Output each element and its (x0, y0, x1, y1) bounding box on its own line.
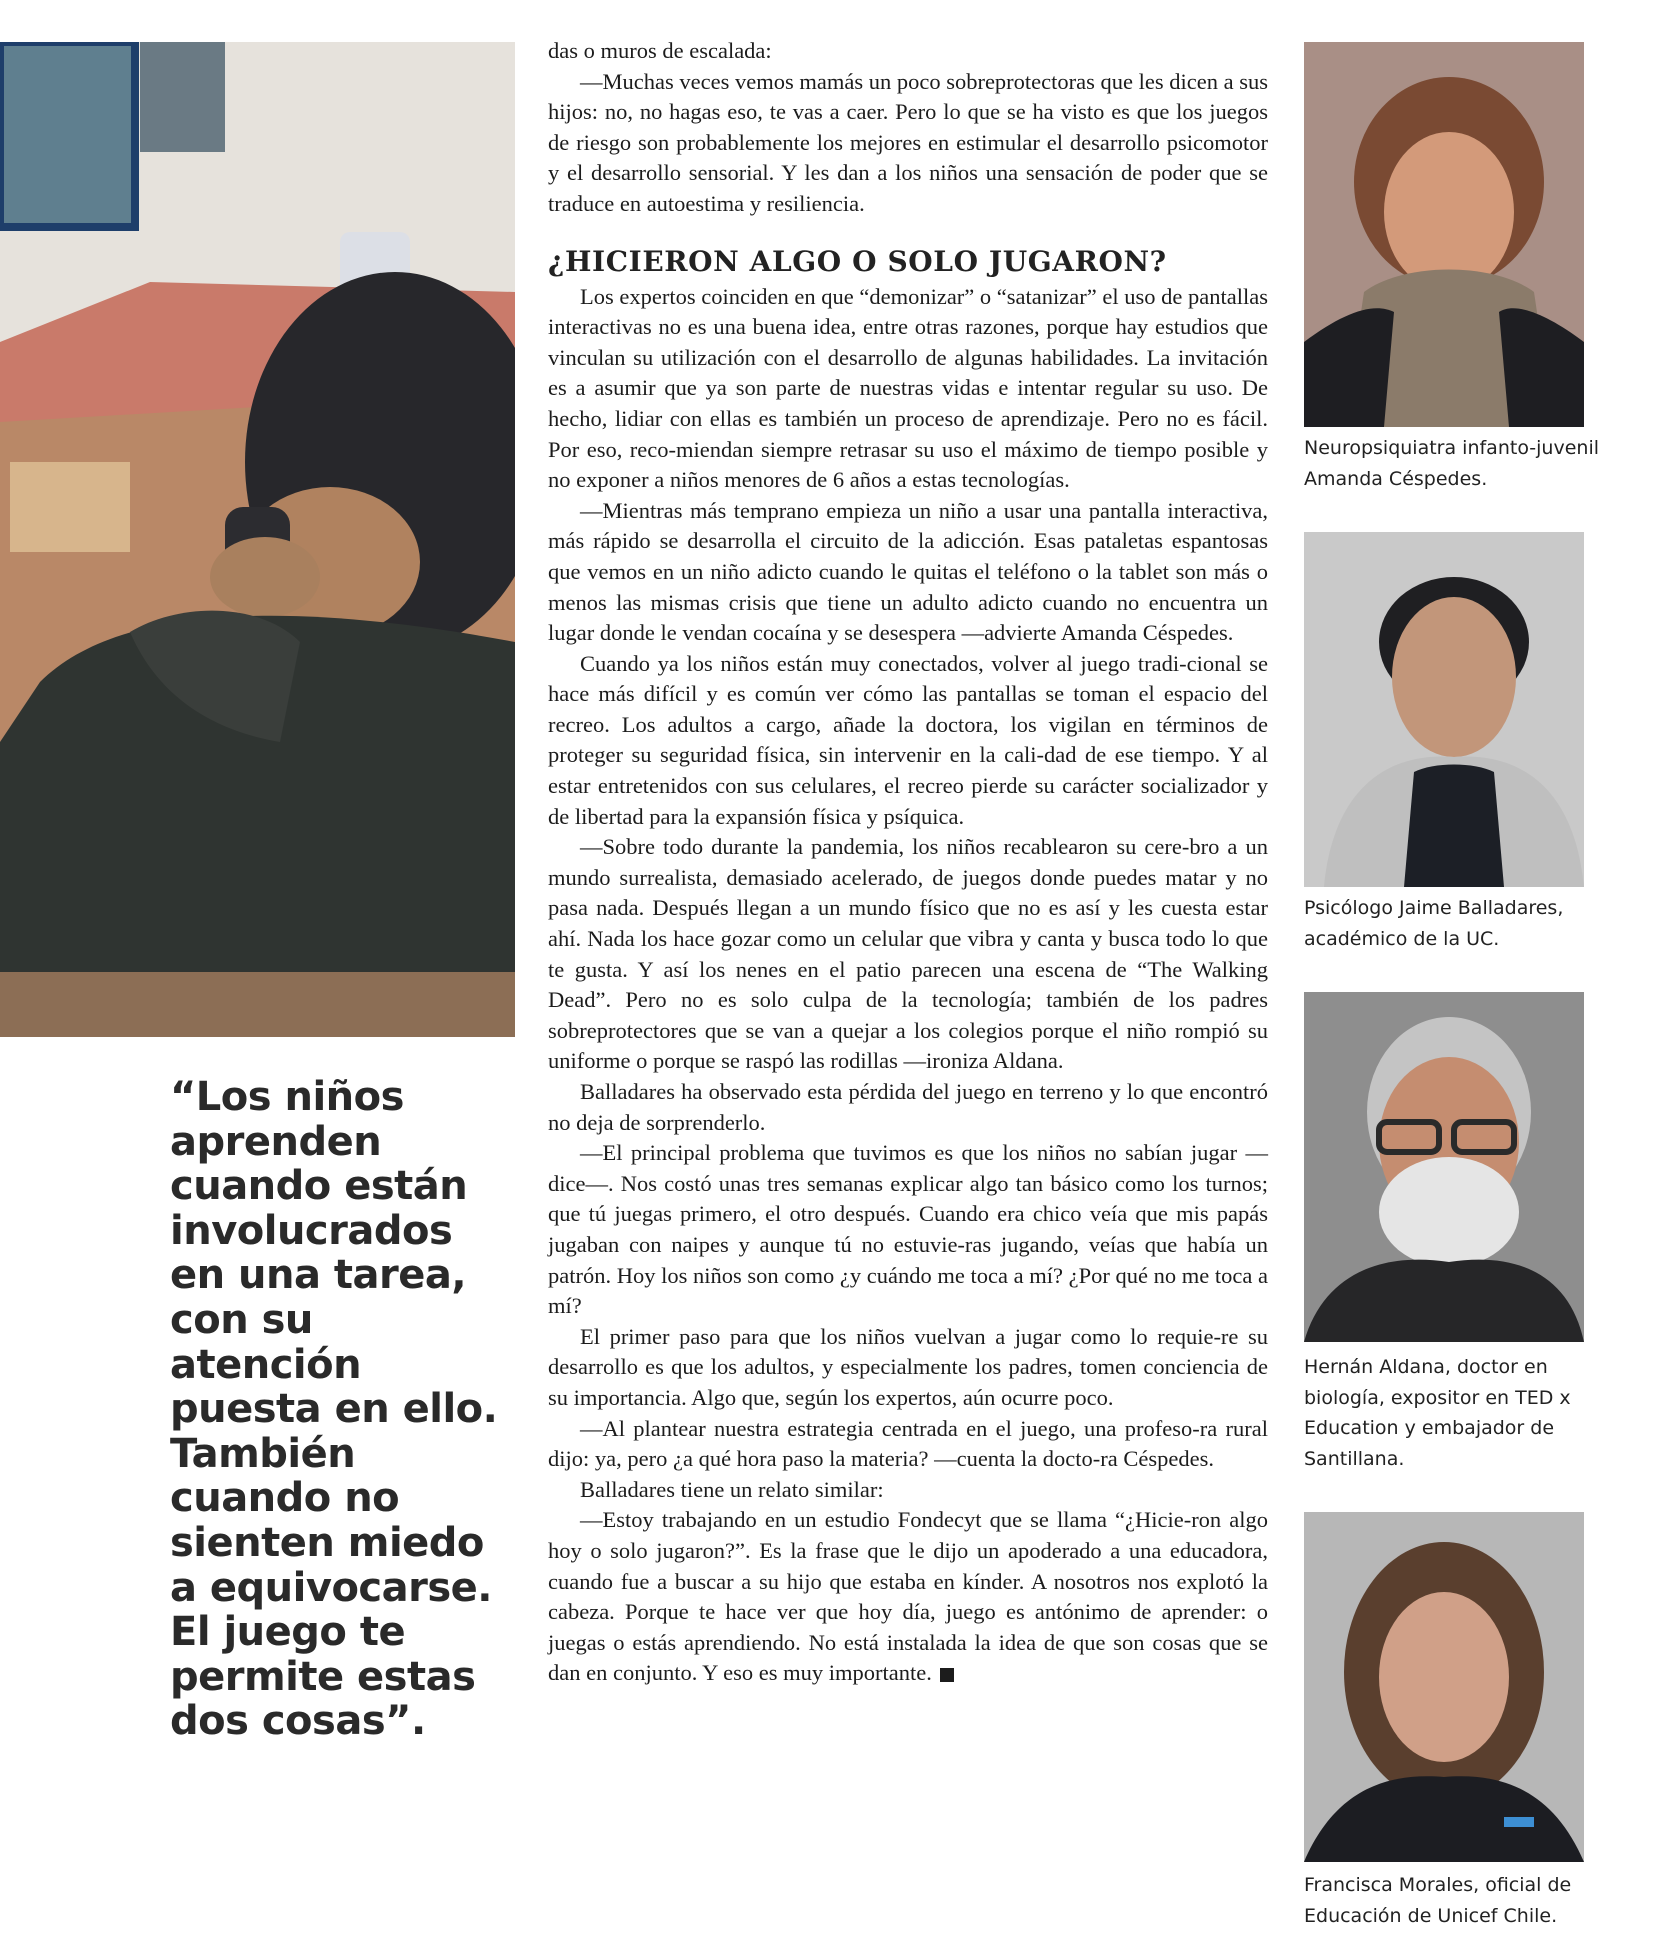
article-paragraph: El primer paso para que los niños vuelvan a jugar como lo requie-re su desarrollo es que los adultos, y especialmente los padres, tomen conciencia de su importancia. Algo que, según los expertos, aún ocurre poco. (548, 1323, 1268, 1410)
pull-quote: “Los niños aprenden cuando están involucrados en una tarea, con su atención puesta en ello. También cuando no sienten miedo a equivocarse. El juego te permite estas dos cosas”. (170, 1074, 498, 1745)
article-paragraph: —El principal problema que tuvimos es que los niños no sabían jugar —dice—. Nos costó unas tres semanas explicar algo tan básico como los turnos; que tú juegas primero, el otro después. Cuando era chico veía que mis papás jugaban con naipes y aunque tú no estuvie-ras jugando, veías que había un patrón. Hoy los niños son como ¿y cuándo me toca a mí? ¿Por qué no me toca a mí? (548, 1140, 1268, 1319)
article-paragraph: —Mientras más temprano empieza un niño a usar una pantalla interactiva, más rápido se desarrolla el circuito de la adicción. Esas pataletas espantosas que vemos en un niño adicto cuando le quitas el teléfono o la tablet son más o menos las mismas crisis que tiene un adulto adicto cuando no encuentra un lugar donde le vendan cocaína y se desespera —advierte Amanda Céspedes. (548, 497, 1268, 646)
caption-amanda: Neuropsiquiatra infanto-juvenil Amanda Céspedes. (1304, 437, 1600, 490)
end-of-article-mark (940, 1668, 954, 1682)
child-photo (0, 42, 515, 1037)
caption-jaime: Psicólogo Jaime Balladares, académico de la UC. (1304, 897, 1564, 950)
article-paragraph: Balladares tiene un relato similar: (580, 1476, 884, 1502)
article-paragraph: Cuando ya los niños están muy conectados, volver al juego tradi-cional se hace más difícil y es común ver cómo las pantallas se toman el espacio del recreo. Los adultos a cargo, añade la doctora, los vigilan en términos de proteger su seguridad física, sin intervenir en la cali-dad de ese tiempo. Y al estar entretenidos con sus celulares, el recreo pierde su carácter socializador y de libertad para la expansión física y psíquica. (548, 650, 1268, 829)
article-paragraph: Balladares ha observado esta pérdida del juego en terreno y lo que encontró no deja de sorprenderlo. (548, 1079, 1268, 1135)
article-paragraph: —Muchas veces vemos mamás un poco sobreprotectoras que les dicen a sus hijos: no, no hagas eso, te vas a caer. Pero lo que se ha visto es que los juegos de riesgo son probablemente los mejores en estimular el desarrollo psicomotor y el desarrollo sensorial. Y les dan a los niños una sensación de poder que se traduce en autoestima y resiliencia. (548, 68, 1268, 216)
portrait-hernan (1304, 992, 1584, 1342)
section-heading: ¿HICIERON ALGO O SOLO JUGARON? (548, 244, 1167, 278)
portrait-jaime (1304, 532, 1584, 887)
article-paragraph-text: —Estoy trabajando en un estudio Fondecyt que se llama “¿Hicie-ron algo hoy o solo jugaron?”. Es la frase que le dijo un apoderado a una educadora, cuando fue a buscar a su hijo que estaba en kínder. A nosotros nos explotó la cabeza. Porque te hace ver que hoy día, juego es antónimo de aprender: o juegas o estás aprendiendo. No está instalada la idea de que son cosas que se dan en conjunto. Y eso es muy importante. (548, 1507, 1268, 1686)
article-paragraph: —Al plantear nuestra estrategia centrada en el juego, una profeso-ra rural dijo: ya, pero ¿a qué hora paso la materia? —cuenta la docto-ra Céspedes. (548, 1415, 1268, 1472)
caption-francisca: Francisca Morales, oficial de Educación de Unicef Chile. (1304, 1874, 1572, 1927)
caption-hernan: Hernán Aldana, doctor en biología, expositor en TED x Education y embajador de Santillana. (1304, 1356, 1571, 1470)
portrait-amanda (1304, 42, 1584, 427)
article-paragraph-last (548, 1505, 1268, 1689)
portrait-francisca (1304, 1512, 1584, 1862)
article-paragraph: das o muros de escalada: (548, 38, 772, 63)
article-paragraph: Los expertos coinciden en que “demonizar” o “satanizar” el uso de pantallas interactivas no es una buena idea, entre otras razones, porque hay estudios que vinculan su utilización con el desarrollo de algunas habilidades. La invitación es a asumir que ya son parte de nuestras vidas e intentar regular su uso. De hecho, lidiar con ellas es también un proceso de aprendizaje. Pero no es fácil. Por eso, reco-miendan siempre retrasar su uso el máximo de tiempo posible y no exponer a niños menores de 6 años a estas tecnologías. (548, 283, 1268, 493)
article-paragraph: —Sobre todo durante la pandemia, los niños recablearon su cere-bro a un mundo surrealista, demasiado acelerado, de juegos donde puedes matar y no pasa nada. Después llegan a un mundo físico que no es así y les cuesta estar ahí. Nada los hace gozar como un celular que vibra y canta y busca todo lo que te gusta. Y así los nenes en el patio parecen una escena de “The Walking Dead”. Pero no es solo culpa de la tecnología; también de los padres sobreprotectores que se van a quejar a los colegios porque el niño rompió su uniforme o porque se raspó las rodillas —ironiza Aldana. (548, 834, 1268, 1074)
article-body (548, 36, 1268, 1689)
